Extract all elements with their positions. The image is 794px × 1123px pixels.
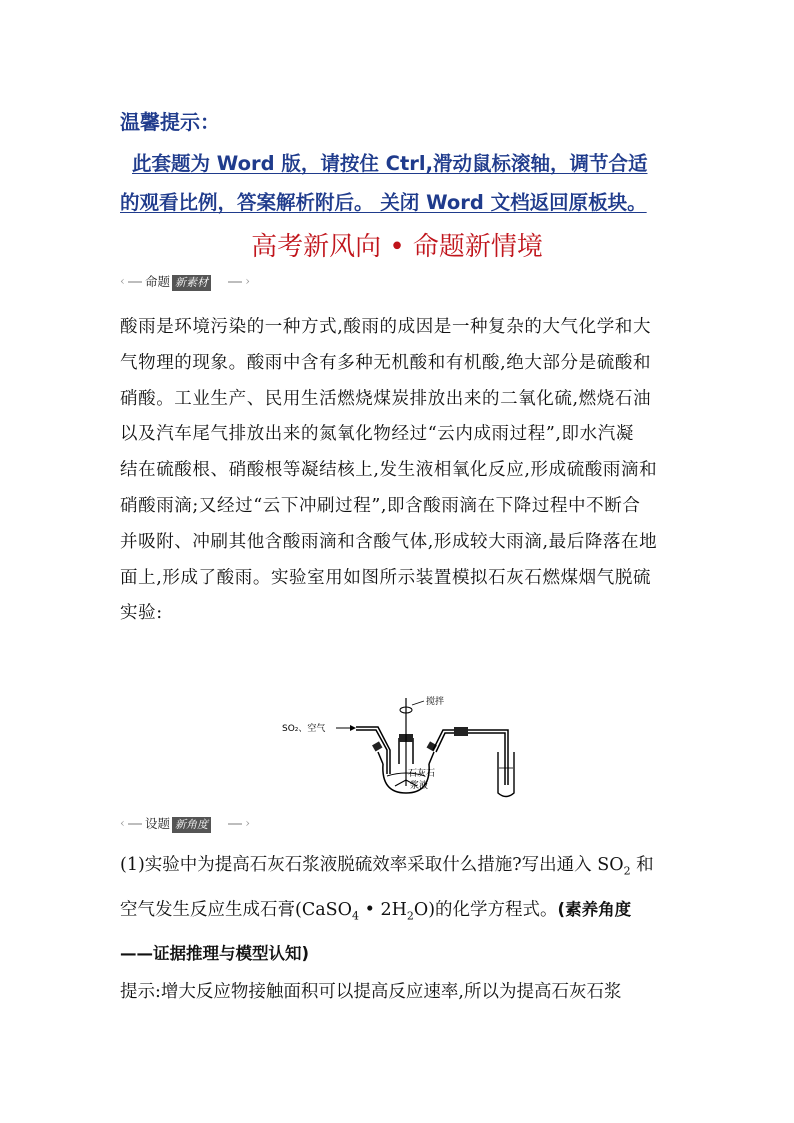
passage [120, 310, 678, 632]
banner-badge: 新素材 [172, 275, 211, 291]
q2-sub-1: 4 [352, 909, 359, 922]
banner-right-arrow-icon: › [245, 274, 250, 288]
outlet-tube [433, 730, 508, 785]
stir-label: 搅拌 [426, 697, 445, 707]
q2-text-b: • 2H [359, 899, 407, 920]
section-banner-angle [120, 814, 250, 834]
slurry-label-2: 浆液 [410, 781, 429, 791]
passage-line: 实验: [120, 603, 163, 624]
q2-sub-2: 2 [406, 909, 414, 922]
passage-line: 以及汽车尾气排放出来的氮氧化物经过“云内成雨过程”,即水汽凝 [120, 424, 634, 445]
tip-line-1: 此套题为 Word 版，请按住 Ctrl,滑动鼠标滚轴，调节合适 [132, 152, 648, 175]
tip-title: 温馨提示： [120, 110, 220, 134]
slurry-label-1: 石灰石 [408, 769, 436, 779]
q1-sub: 2 [623, 864, 631, 878]
q2-bold: (素养角度 [557, 899, 632, 919]
banner-left-arrow-icon: ‹ [120, 274, 125, 288]
banner-badge: 新角度 [172, 817, 211, 833]
section-banner-material [120, 272, 250, 292]
tube-joint [454, 727, 468, 736]
banner-line-left [128, 281, 142, 283]
outlet-tube-inner [436, 733, 505, 785]
passage-line: 并吸附、冲刷其他含酸雨滴和含酸气体,形成较大雨滴,最后降落在地 [120, 531, 658, 552]
q1-text-a: (1)实验中为提高石灰石浆液脱硫效率采取什么措施?写出通入 SO [120, 855, 624, 875]
q2-text-c: O)的化学方程式。 [413, 899, 558, 920]
q1-text-b: 和 [630, 855, 654, 875]
main-title: 高考新风向 • 命题新情境 [251, 232, 543, 262]
banner-label [142, 814, 214, 834]
gas-label: SO₂、空气 [282, 724, 326, 734]
stopper-left [372, 741, 382, 751]
gas-arrow-head-icon [350, 725, 356, 731]
passage-line: 结在硫酸根、硝酸根等凝结核上,发生液相氧化反应,形成硫酸雨滴和 [120, 460, 658, 481]
tip-line-2: 的观看比例，答案解析附后。 关闭 Word 文档返回原板块。 [120, 191, 647, 214]
flask-neck-right [429, 752, 434, 764]
passage-line: 酸雨是环境污染的一种方式,酸雨的成因是一种复杂的大气化学和大 [120, 317, 652, 337]
banner-label-text: 命题 [145, 274, 171, 289]
question-line-2 [120, 891, 680, 936]
question-block [120, 846, 680, 1011]
passage-line: 面上,形成了酸雨。实验室用如图所示装置模拟石灰石燃煤烟气脱硫 [120, 567, 652, 588]
question-line-1 [120, 846, 680, 891]
banner-label [142, 272, 214, 292]
flask-neck-left [378, 752, 383, 764]
stir-pointer [412, 701, 424, 705]
banner-line-right [228, 823, 242, 825]
question-line-3: ——证据推理与模型认知) [120, 944, 310, 963]
q2-text-a: 空气发生反应生成石膏(CaSO [120, 899, 352, 920]
passage-line: 气物理的现象。酸雨中含有多种无机酸和有机酸,绝大部分是硫酸和 [120, 352, 652, 373]
hint-line: 提示:增大反应物接触面积可以提高反应速率,所以为提高石灰石浆 [120, 982, 622, 1002]
banner-line-right [228, 281, 242, 283]
banner-line-left [128, 823, 142, 825]
banner-label-text: 设题 [145, 816, 171, 831]
banner-right-arrow-icon: › [245, 816, 250, 830]
inlet-tube [356, 727, 390, 774]
passage-line: 硝酸雨滴;又经过“云下冲刷过程”,即含酸雨滴在下降过程中不断合 [120, 495, 641, 516]
apparatus-figure [278, 690, 518, 800]
test-tube [498, 752, 514, 797]
passage-line: 硝酸。工业生产、民用生活燃烧煤炭排放出来的二氧化硫,燃烧石油 [120, 388, 652, 409]
banner-left-arrow-icon: ‹ [120, 816, 125, 830]
